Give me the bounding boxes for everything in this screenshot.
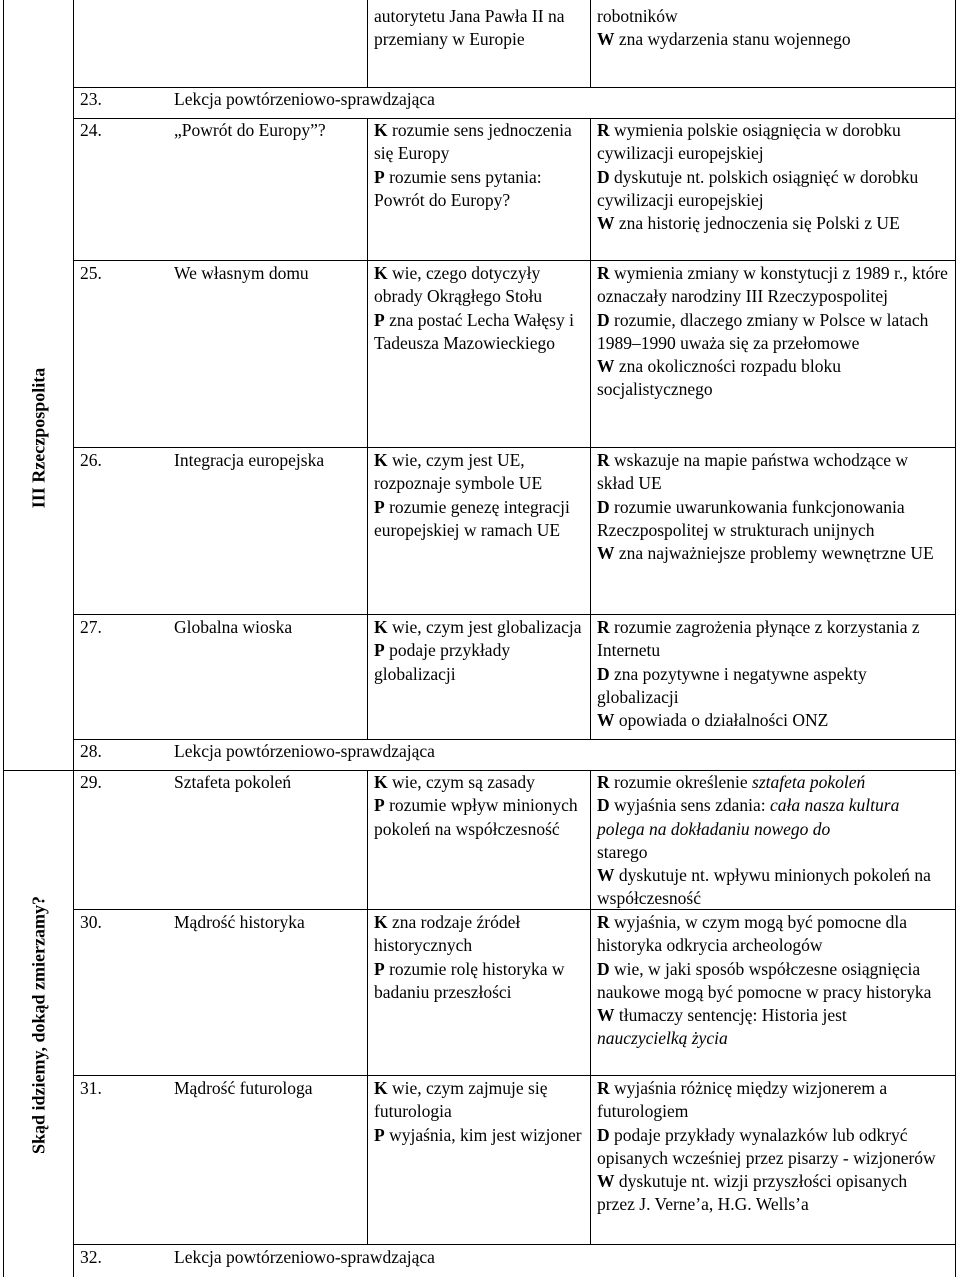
table-border-left xyxy=(3,0,4,1277)
row-29-title: Sztafeta pokoleń xyxy=(174,772,292,792)
row-28-number: 28. xyxy=(80,741,102,761)
row-25-basic-requirements: K wie, czego dotyczyły obrady Okrągłego Stołu P zna postać Lecha Wałęsy i Tadeusza Mazowieckiego xyxy=(374,263,574,353)
table-border-section xyxy=(73,0,74,1277)
row-29-basic-requirements: K wie, czym są zasady P rozumie wpływ minionych pokoleń na współczesność xyxy=(374,772,578,839)
row-24-number: 24. xyxy=(80,120,102,140)
table-border-k xyxy=(367,770,368,1244)
row-27-number: 27. xyxy=(80,617,102,637)
row-27-extended-requirements: R rozumie zagrożenia płynące z korzystania z Internetu D zna pozytywne i negatywne aspekty globalizacji W opowiada o działalności ONZ xyxy=(597,617,920,731)
row-26-title: Integracja europejska xyxy=(174,450,325,470)
row-32-topic: Lekcja powtórzeniowo-sprawdzająca xyxy=(174,1247,435,1267)
table-border-k xyxy=(367,0,368,87)
row-28-topic: Lekcja powtórzeniowo-sprawdzająca xyxy=(174,741,435,761)
section-label-iii-rzeczpospolita: III Rzeczpospolita xyxy=(28,367,49,509)
row-25-title: We własnym domu xyxy=(174,263,309,283)
row-23-topic: Lekcja powtórzeniowo-sprawdzająca xyxy=(174,89,435,109)
row-31-title: Mądrość futurologa xyxy=(174,1078,313,1098)
table-border-k xyxy=(367,118,368,739)
row-30-number: 30. xyxy=(80,912,102,932)
row-25-extended-requirements: R wymienia zmiany w konstytucji z 1989 r., które oznaczały narodziny III Rzeczypospolitej D rozumie, dlaczego zmiany w Polsce w latach 1989–1990 uważa się za przełomowe W zna okoliczności rozpadu bloku socjalistycznego xyxy=(597,263,948,400)
row-31-basic-requirements: K wie, czym zajmuje się futurologia P wyjaśnia, kim jest wizjoner xyxy=(374,1078,582,1145)
row-32-number: 32. xyxy=(80,1247,102,1267)
section-label-skad-idziemy: Skąd idziemy, dokąd zmierzamy? xyxy=(28,895,49,1155)
row-26-extended-requirements: R wskazuje na mapie państwa wchodzące w skład UE D rozumie uwarunkowania funkcjonowania Rzeczpospolitej w strukturach unijnych W zna najważniejsze problemy wewnętrzne UE xyxy=(597,450,934,564)
table-border-right xyxy=(955,0,956,1277)
row-divider xyxy=(73,614,955,615)
row-27-basic-requirements: K wie, czym jest globalizacja P podaje przykłady globalizacji xyxy=(374,617,582,684)
row-27-title: Globalna wioska xyxy=(174,617,293,637)
row-26-number: 26. xyxy=(80,450,102,470)
row-30-extended-requirements: R wyjaśnia, w czym mogą być pomocne dla historyka odkrycia archeologów D wie, w jaki sposób współczesne osiągnięcia naukowe mogą być pomocne w pracy historyka W tłumaczy sentencję: Historia jest nauczycielką życia xyxy=(597,912,932,1049)
row-divider xyxy=(73,1075,955,1076)
row-29-number: 29. xyxy=(80,772,102,792)
row-29-extended-requirements: R rozumie określenie sztafeta pokoleń D wyjaśnia sens zdania: cała nasza kultura polega na dokładaniu nowego do starego W dyskutuje nt. wpływu minionych pokoleń na współczesność xyxy=(597,772,931,909)
row-30-basic-requirements: K zna rodzaje źródeł historycznych P rozumie rolę historyka w badaniu przeszłości xyxy=(374,912,565,1002)
table-border-r xyxy=(590,0,591,87)
row-30-title: Mądrość historyka xyxy=(174,912,305,932)
row-31-number: 31. xyxy=(80,1078,102,1098)
table-border-r xyxy=(590,770,591,1244)
row-24-extended-requirements: R wymienia polskie osiągnięcia w dorobku cywilizacji europejskiej D dyskutuje nt. polskich osiągnięć w dorobku cywilizacji europejskiej W zna historię jednoczenia się Polski z UE xyxy=(597,120,919,234)
row-31-extended-requirements: R wyjaśnia różnicę między wizjonerem a futurologiem D podaje przykłady wynalazków lub odkryć opisanych wcześniej przez pisarzy - wizjonerów W dyskutuje nt. wizji przyszłości opisanych przez J. Verne’a, H.G. Wells’a xyxy=(597,1078,936,1215)
row-23-number: 23. xyxy=(80,89,102,109)
row-24-title: „Powrót do Europy”? xyxy=(174,120,326,140)
row-divider xyxy=(73,447,955,448)
row-26-basic-requirements: K wie, czym jest UE, rozpoznaje symbole UE P rozumie genezę integracji europejskiej w ramach UE xyxy=(374,450,570,540)
row-divider xyxy=(73,1244,955,1245)
table-border-r xyxy=(590,118,591,739)
row-22-extended-continuation: robotników W zna wydarzenia stanu wojennego xyxy=(597,6,851,50)
row-22-topic-continuation: autorytetu Jana Pawła II na przemiany w Europie xyxy=(374,6,565,50)
row-24-basic-requirements: K rozumie sens jednoczenia się Europy P rozumie sens pytania: Powrót do Europy? xyxy=(374,120,572,210)
row-divider xyxy=(73,260,955,261)
row-25-number: 25. xyxy=(80,263,102,283)
